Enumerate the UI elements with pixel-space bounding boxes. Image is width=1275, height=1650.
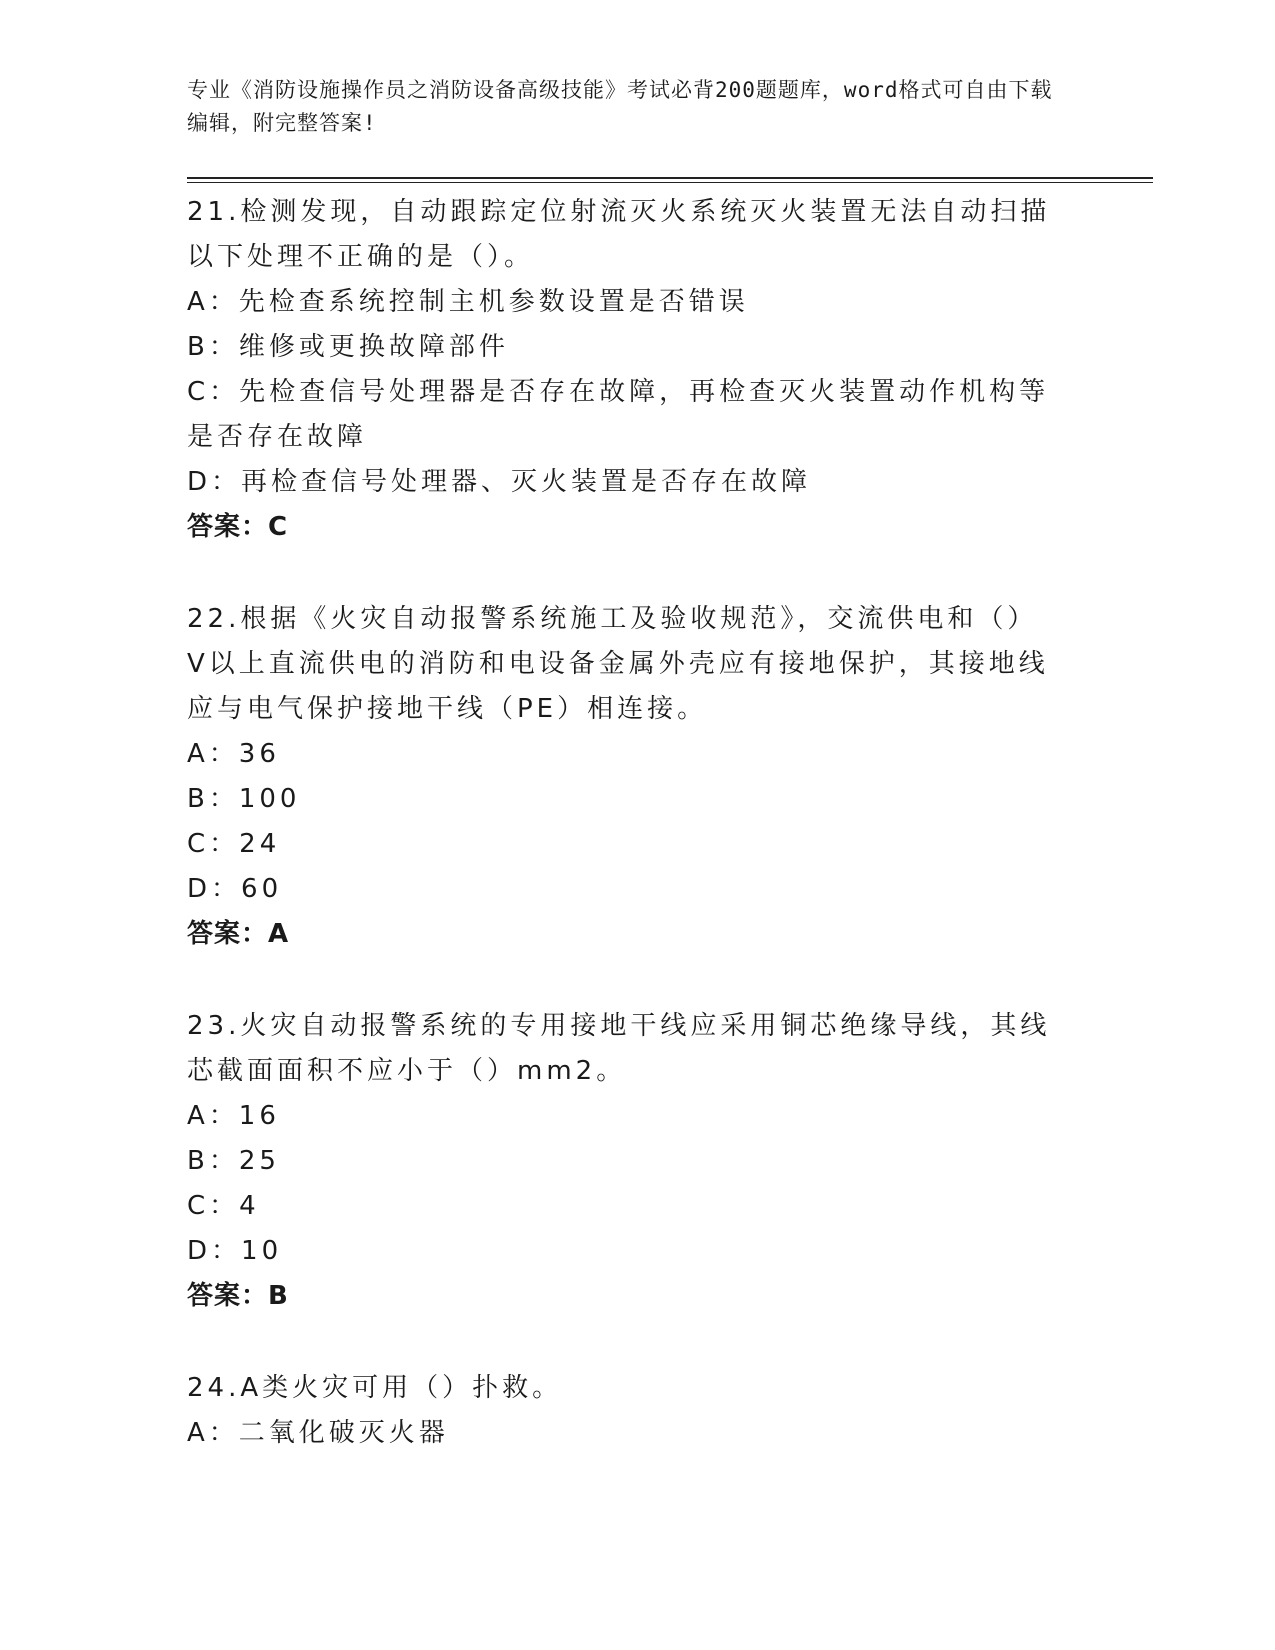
option-c: C：4 [187, 1191, 260, 1221]
option-b: B：100 [187, 784, 301, 814]
document-header: 专业《消防设施操作员之消防设备高级技能》考试必背200题题库，word格式可自由下载编辑，附完整答案! [187, 78, 1053, 135]
question-24 [187, 1366, 1067, 1456]
question-22 [187, 597, 1067, 957]
option-c: C：24 [187, 829, 281, 859]
question-23 [187, 1004, 1067, 1319]
question-text: 21.检测发现，自动跟踪定位射流灭火系统灭火装置无法自动扫描以下处理不正确的是（）。 [187, 197, 1051, 272]
question-text: 23.火灾自动报警系统的专用接地干线应采用铜芯绝缘导线，其线芯截面面积不应小于（）mm2。 [187, 1011, 1051, 1086]
answer: 答案：A [187, 919, 290, 949]
answer: 答案：C [187, 512, 289, 542]
option-d: D：10 [187, 1236, 283, 1266]
question-list [187, 190, 1067, 1503]
question-21 [187, 190, 1067, 550]
option-c: C：先检查信号处理器是否存在故障，再检查灭火装置动作机构等是否存在故障 [187, 377, 1050, 452]
answer: 答案：B [187, 1281, 289, 1311]
option-a: A：二氧化破灭火器 [187, 1418, 449, 1448]
option-a: A：36 [187, 739, 280, 769]
option-a: A：先检查系统控制主机参数设置是否错误 [187, 287, 749, 317]
option-d: D：60 [187, 874, 283, 904]
option-b: B：25 [187, 1146, 280, 1176]
option-a: A：16 [187, 1101, 280, 1131]
question-text: 22.根据《火灾自动报警系统施工及验收规范》，交流供电和（）V以上直流供电的消防和电设备金属外壳应有接地保护，其接地线应与电气保护接地干线（PE）相连接。 [187, 604, 1049, 724]
question-text: 24.A类火灾可用（）扑救。 [187, 1373, 563, 1403]
option-b: B：维修或更换故障部件 [187, 332, 509, 362]
option-d: D：再检查信号处理器、灭火装置是否存在故障 [187, 467, 812, 497]
header-divider [187, 177, 1153, 183]
document-page [187, 0, 1067, 1650]
